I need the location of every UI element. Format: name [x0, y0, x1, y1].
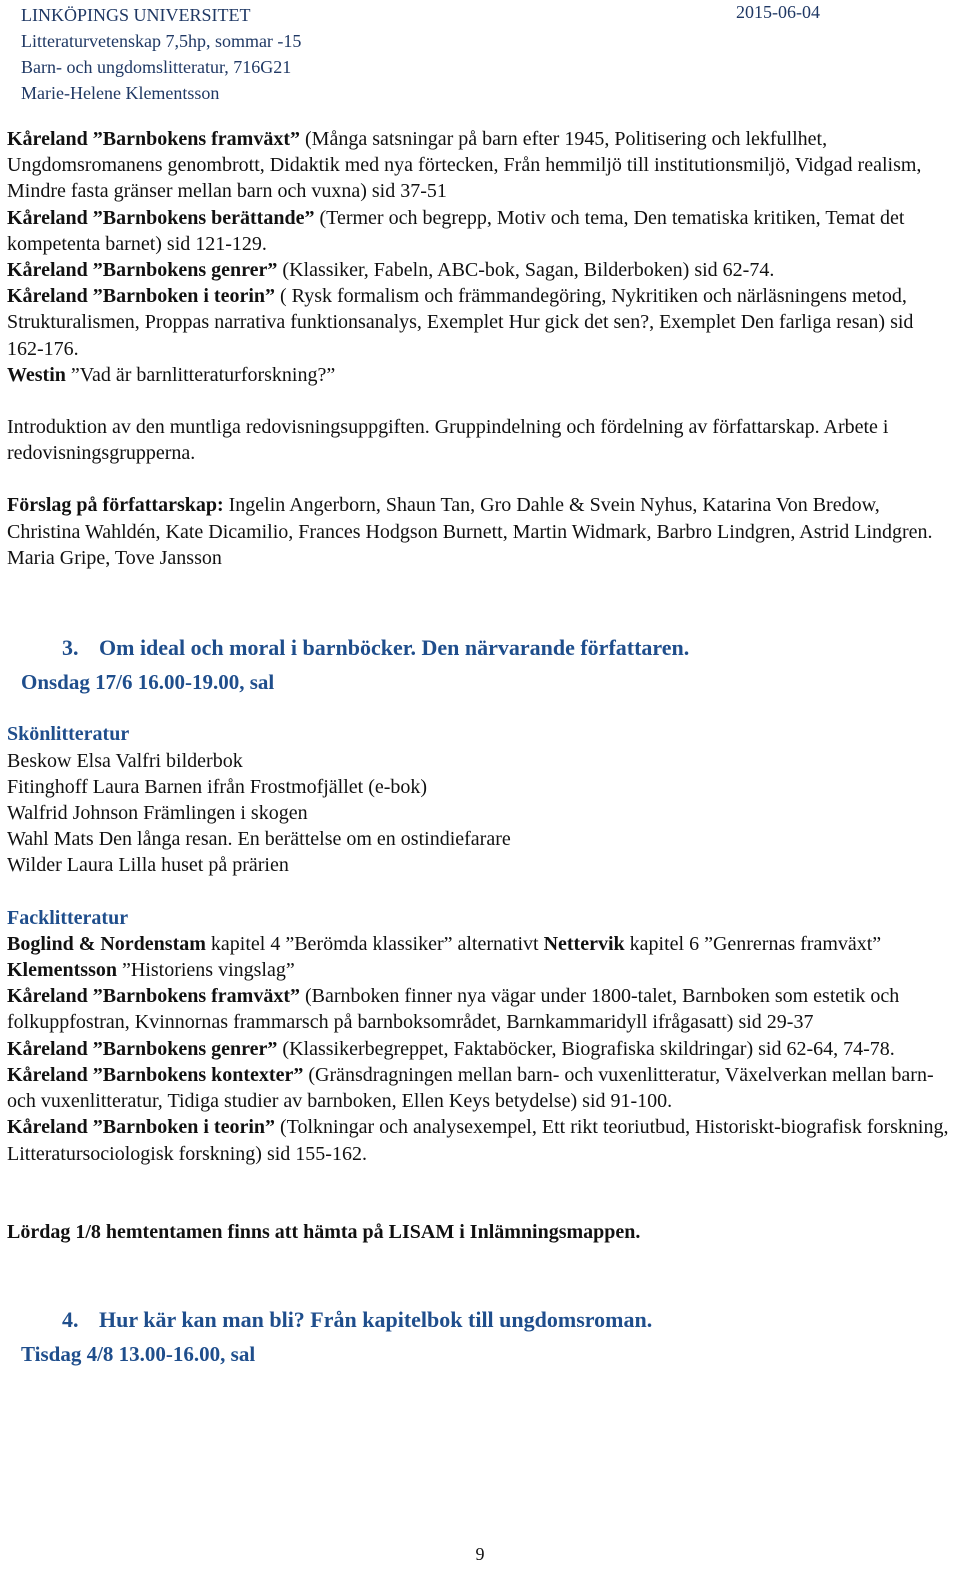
reading-entry: Kåreland ”Barnbokens framväxt” (Många satsningar på barn efter 1945, Politisering och lekfullhet, Ungdomsromanens genombrott, Didaktik med nya förtecken, Från hemmiljö till institutionsmiljö, Vidgad realism, Mindre fasta gränser mellan barn och vuxna) sid 37-51 — [7, 128, 922, 203]
course-name: Litteraturvetenskap 7,5hp, sommar -15 — [21, 31, 302, 51]
section-3-time: Onsdag 17/6 16.00-19.00, sal — [21, 670, 275, 695]
subject-name: Barn- och ungdomslitteratur, 716G21 — [21, 57, 292, 77]
reading-entry: Kåreland ”Barnboken i teorin” ( Rysk formalism och främmandegöring, Nykritiken och närläsningens metod, Strukturalismen, Proppas narrativa funktionsanalys, Exemplet Hur gick det sen?, Exemplet Den farliga resan) sid 162-176. — [7, 285, 914, 360]
reading-entry: Kåreland ”Barnbokens genrer” (Klassiker, Fabeln, ABC-bok, Sagan, Bilderboken) sid 62-74. — [7, 259, 775, 282]
nonfiction-entry: Kåreland ”Barnboken i teorin” (Tolkningar och analysexempel, Ett rikt teoriutbud, Historiskt-biografisk forskning, Litteratursociologisk forskning) sid 155-162. — [7, 1116, 949, 1165]
nonfiction-heading: Facklitteratur — [7, 906, 129, 929]
author-suggestions: Förslag på författarskap: Ingelin Angerborn, Shaun Tan, Gro Dahle & Svein Nyhus, Katarina Von Bredow, Christina Wahldén, Kate Dicamilio, Frances Hodgson Burnett, Martin Widmark, Barbro Lindgren, Astrid Lindgren. Maria Gripe, Tove Jansson — [7, 494, 933, 569]
nonfiction-entry: Kåreland ”Barnbokens framväxt” (Barnboken finner nya vägar under 1800-talet, Barnboken som estetik och folkuppfostran, Kvinnornas frammarsch på barnboksområdet, Barnkammaridyll ifrågasatt) sid 29-37 — [7, 985, 900, 1034]
page-number: 9 — [475, 1544, 485, 1564]
exam-note: Lördag 1/8 hemtentamen finns att hämta på LISAM i Inlämningsmappen. — [7, 1220, 641, 1243]
section-4-heading: 4. Hur kär kan man bli? Från kapitelbok till ungdomsroman. — [62, 1306, 653, 1332]
fiction-item: Beskow Elsa Valfri bilderbok — [7, 749, 243, 772]
section-3-heading: 3. Om ideal och moral i barnböcker. Den närvarande författaren. — [62, 635, 690, 661]
nonfiction-entry: Boglind & Nordenstam kapitel 4 ”Berömda klassiker” alternativt Nettervik kapitel 6 ”Genrernas framväxt” — [7, 932, 882, 955]
fiction-item: Wilder Laura Lilla huset på prärien — [7, 854, 289, 877]
nonfiction-entry: Kåreland ”Barnbokens genrer” (Klassikerbegreppet, Faktaböcker, Biografiska skildringar) sid 62-64, 74-78. — [7, 1037, 895, 1060]
intro-text: Introduktion av den muntliga redovisningsuppgiften. Gruppindelning och fördelning av författarskap. Arbete i redovisningsgrupperna. — [7, 416, 889, 465]
nonfiction-entry: Kåreland ”Barnbokens kontexter” (Gränsdragningen mellan barn- och vuxenlitteratur, Växelverkan mellan barn- och vuxenlitteratur, Tidiga studier av barnboken, Ellen Keys betydelse) sid 91-100. — [7, 1063, 934, 1113]
fiction-item: Fitinghoff Laura Barnen ifrån Frostmofjället (e-bok) — [7, 775, 428, 798]
document-body — [7, 126, 955, 1367]
reading-entry: Kåreland ”Barnbokens berättande” (Termer och begrepp, Motiv och tema, Den tematiska kritiken, Temat det kompetenta barnet) sid 121-129. — [7, 206, 905, 255]
document-date: 2015-06-04 — [736, 2, 820, 22]
reading-entry: Westin ”Vad är barnlitteraturforskning?” — [7, 363, 336, 386]
teacher-name: Marie-Helene Klementsson — [21, 83, 220, 103]
fiction-item: Walfrid Johnson Främlingen i skogen — [7, 802, 308, 825]
section-4-time: Tisdag 4/8 13.00-16.00, sal — [21, 1342, 256, 1367]
nonfiction-entry: Klementsson ”Historiens vingslag” — [7, 959, 295, 982]
fiction-item: Wahl Mats Den långa resan. En berättelse om en ostindiefarare — [7, 828, 511, 851]
fiction-heading: Skönlitteratur — [7, 723, 130, 746]
university-name: LINKÖPINGS UNIVERSITET — [21, 5, 251, 25]
